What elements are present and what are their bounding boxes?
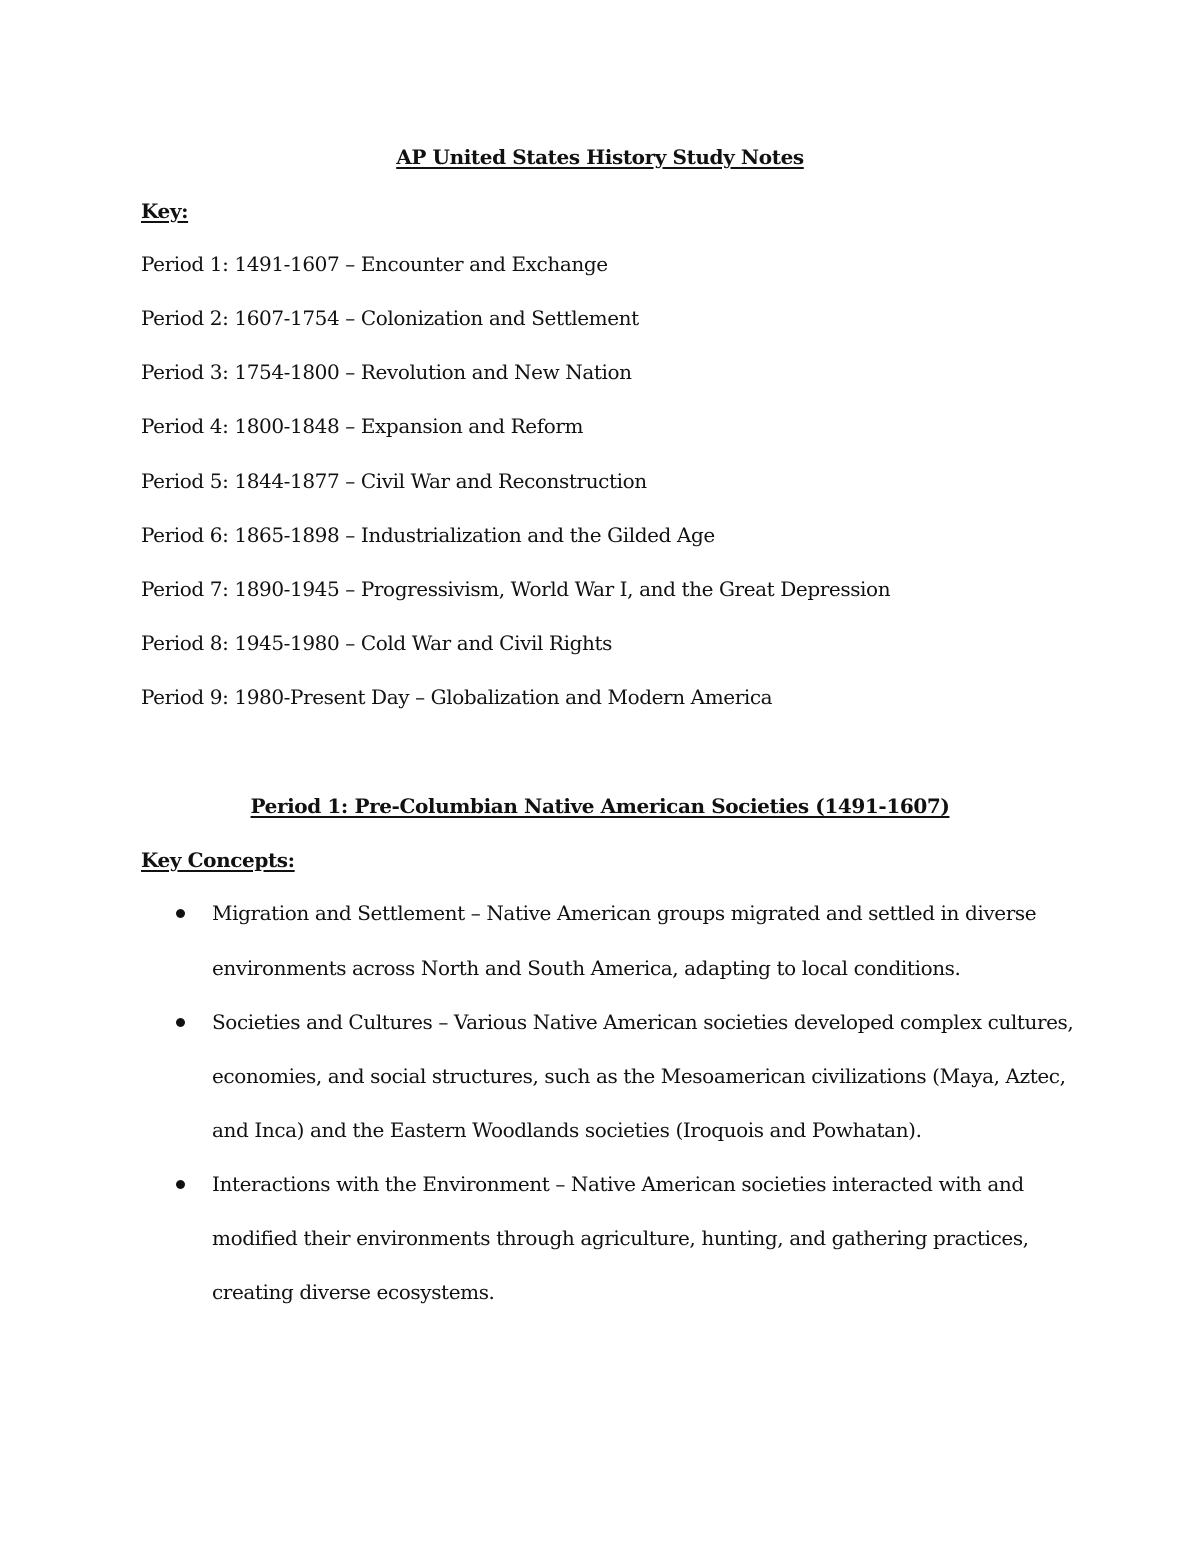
concept-line: and Inca) and the Eastern Woodlands societies (Iroquois and Powhatan). [212, 1118, 922, 1142]
concept-line: Interactions with the Environment – Native American societies interacted with and [212, 1172, 1024, 1196]
key-heading: Key: [141, 199, 189, 223]
period-key-item: Period 3: 1754-1800 – Revolution and New Nation [141, 360, 632, 384]
section-title: Period 1: Pre-Columbian Native American Societies (1491-1607) [250, 794, 950, 818]
period-key-item: Period 4: 1800-1848 – Expansion and Reform [141, 414, 584, 438]
concept-line: Societies and Cultures – Various Native American societies developed complex cultures, [212, 1010, 1074, 1034]
concept-line: modified their environments through agriculture, hunting, and gathering practices, [212, 1226, 1029, 1250]
period-key-item: Period 1: 1491-1607 – Encounter and Exchange [141, 252, 608, 276]
concept-line: creating diverse ecosystems. [212, 1280, 495, 1304]
bullet-icon [176, 1018, 185, 1027]
bullet-icon [176, 909, 185, 918]
bullet-icon [176, 1180, 185, 1189]
key-concepts-heading: Key Concepts: [141, 848, 295, 872]
period-key-item: Period 7: 1890-1945 – Progressivism, World War I, and the Great Depression [141, 577, 891, 601]
concept-line: economies, and social structures, such as the Mesoamerican civilizations (Maya, Aztec, [212, 1064, 1066, 1088]
period-key-item: Period 6: 1865-1898 – Industrialization and the Gilded Age [141, 523, 715, 547]
period-key-item: Period 2: 1607-1754 – Colonization and Settlement [141, 306, 639, 330]
document-title: AP United States History Study Notes [396, 145, 804, 169]
period-key-item: Period 5: 1844-1877 – Civil War and Reconstruction [141, 469, 647, 493]
concept-line: environments across North and South America, adapting to local conditions. [212, 956, 961, 980]
concept-line: Migration and Settlement – Native American groups migrated and settled in diverse [212, 901, 1037, 925]
period-key-item: Period 8: 1945-1980 – Cold War and Civil Rights [141, 631, 612, 655]
period-key-item: Period 9: 1980-Present Day – Globalization and Modern America [141, 685, 773, 709]
